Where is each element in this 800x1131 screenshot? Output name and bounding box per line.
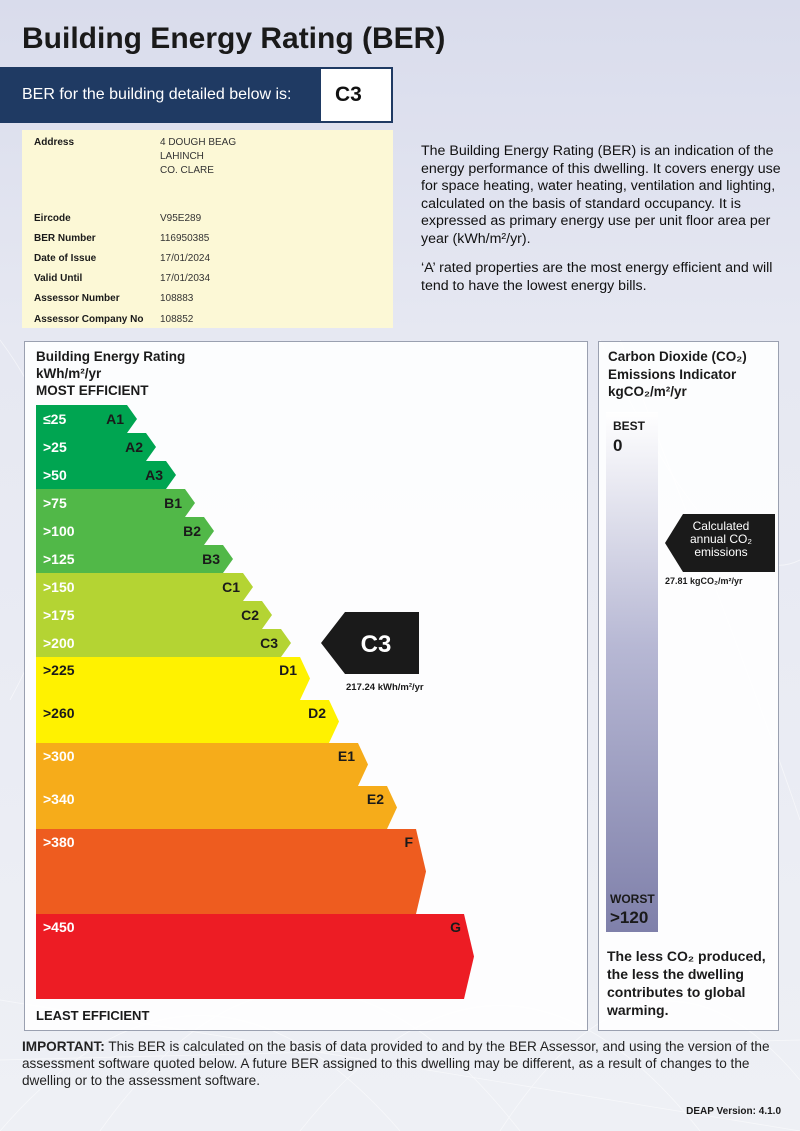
ber-band-grade: E2 <box>366 791 384 807</box>
ber-band-bar <box>36 657 310 700</box>
ber-band-grade: B2 <box>183 523 201 539</box>
least-efficient-label: LEAST EFFICIENT <box>36 1008 150 1023</box>
ber-band-b2 <box>36 517 214 545</box>
detail-label: BER Number <box>34 233 96 244</box>
current-rating-arrow <box>321 612 419 674</box>
detail-value: LAHINCH <box>160 151 204 162</box>
ber-band-bar <box>36 914 474 999</box>
ber-band-bar <box>36 743 368 786</box>
ber-band-a3 <box>36 461 176 489</box>
ber-band-range: >50 <box>43 467 67 483</box>
ber-band-range: >100 <box>43 523 75 539</box>
ber-band-range: >225 <box>43 662 75 678</box>
ber-band-e1 <box>36 743 368 786</box>
detail-label: Eircode <box>34 213 71 224</box>
co2-heading-line: Carbon Dioxide (CO₂) <box>608 349 747 364</box>
detail-label: Address <box>34 137 75 148</box>
ber-band-grade: A2 <box>125 439 143 455</box>
detail-label: Assessor Company No <box>34 314 144 325</box>
ber-band-c2 <box>36 601 272 629</box>
co2-heading-unit: kgCO₂/m²/yr <box>608 384 687 399</box>
ber-band-range: >380 <box>43 834 75 850</box>
ber-band-range: ≤25 <box>43 411 67 427</box>
ber-band-range: >450 <box>43 919 75 935</box>
current-rating-label: C3 <box>360 631 392 658</box>
ber-band-grade: A3 <box>145 467 163 483</box>
ber-band-grade: B3 <box>202 551 220 567</box>
co2-panel <box>598 341 779 1031</box>
ber-current-value: 217.24 kWh/m²/yr <box>346 682 424 693</box>
ber-band-range: >125 <box>43 551 75 567</box>
detail-label: Valid Until <box>34 273 83 284</box>
ber-band-d1 <box>36 657 310 700</box>
ber-band-grade: A1 <box>106 411 124 427</box>
detail-value: CO. CLARE <box>160 165 214 176</box>
ber-banner <box>0 67 393 123</box>
ber-band-f <box>36 829 426 914</box>
most-efficient-label: MOST EFFICIENT <box>36 383 149 398</box>
ber-band-b3 <box>36 545 233 573</box>
detail-value: 108852 <box>160 314 194 325</box>
detail-label: Date of Issue <box>34 253 97 264</box>
page-title: Building Energy Rating (BER) <box>22 22 446 55</box>
ber-band-grade: B1 <box>164 495 182 511</box>
ber-band-grade: D2 <box>308 705 326 721</box>
co2-footnote: The less CO₂ produced, the less the dwelling contributes to global warming. <box>607 948 766 1018</box>
ber-heading-line: Building Energy Rating <box>36 349 186 364</box>
details-box <box>22 130 393 328</box>
ber-band-grade: G <box>450 919 461 935</box>
ber-band-b1 <box>36 489 195 517</box>
ber-band-bar <box>36 700 339 743</box>
co2-heading <box>608 348 747 401</box>
ber-band-c1 <box>36 573 253 601</box>
ber-band-range: >340 <box>43 791 75 807</box>
co2-best-value: 0 <box>613 436 623 455</box>
intro-text <box>421 143 781 307</box>
detail-value: V95E289 <box>160 213 202 224</box>
detail-value: 4 DOUGH BEAG <box>160 137 237 148</box>
detail-value: 17/01/2024 <box>160 253 211 264</box>
ber-band-a1 <box>36 405 137 433</box>
ber-band-grade: F <box>404 834 413 850</box>
ber-band-bar <box>36 786 397 829</box>
ber-band-range: >75 <box>43 495 67 511</box>
ber-band-range: >150 <box>43 579 75 595</box>
detail-value: 108883 <box>160 293 194 304</box>
co2-worst-value: >120 <box>610 908 649 927</box>
ber-band-g <box>36 914 474 999</box>
intro-paragraph: ‘A’ rated properties are the most energy efficient and will tend to have the lowest energy bills. <box>421 260 773 294</box>
ber-bands-chart <box>25 342 589 1032</box>
co2-worst-label: WORST <box>610 892 655 906</box>
detail-label: Assessor Number <box>34 293 120 304</box>
detail-value: 116950385 <box>160 233 210 244</box>
co2-indicator-text: Calculated annual CO₂ emissions <box>689 519 753 559</box>
co2-heading-line: Emissions Indicator <box>608 366 737 382</box>
ber-band-d2 <box>36 700 339 743</box>
ber-band-grade: C3 <box>260 635 278 651</box>
ber-band-range: >300 <box>43 748 75 764</box>
important-label: IMPORTANT: <box>22 1039 105 1054</box>
ber-band-e2 <box>36 786 397 829</box>
ber-heading-unit: kWh/m²/yr <box>36 366 102 381</box>
deap-version: DEAP Version: 4.1.0 <box>686 1106 781 1117</box>
ber-band-range: >260 <box>43 705 75 721</box>
ber-band-c3 <box>36 629 291 657</box>
ber-band-grade: C2 <box>241 607 259 623</box>
co2-scale-bar <box>606 412 658 932</box>
ber-band-range: >25 <box>43 439 67 455</box>
banner-rating: C3 <box>321 69 391 121</box>
co2-best-label: BEST <box>613 419 646 433</box>
banner-text: BER for the building detailed below is: <box>22 86 292 103</box>
ber-band-grade: D1 <box>279 662 297 678</box>
ber-band-a2 <box>36 433 156 461</box>
ber-band-bar <box>36 829 426 914</box>
ber-band-range: >175 <box>43 607 75 623</box>
ber-band-range: >200 <box>43 635 75 651</box>
important-notice <box>22 1038 782 1089</box>
co2-value: 27.81 kgCO₂/m²/yr <box>665 576 743 586</box>
intro-paragraph: The Building Energy Rating (BER) is an indication of the energy performance of this dwelling. It covers energy use for space heating, water heating, ventilation and lighting, calculated on the basis of standard occupancy. It is expressed as primary energy use per unit floor area per year (kWh/m²/yr). <box>421 143 781 247</box>
important-text: This BER is calculated on the basis of data provided to and by the BER Assessor, and using the version of the assessment software quoted below. A future BER assigned to this dwelling may be different, as a result of changes to the dwelling or to the assessment software. <box>22 1039 770 1088</box>
ber-band-grade: C1 <box>222 579 240 595</box>
ber-scale-panel <box>24 341 588 1031</box>
detail-value: 17/01/2034 <box>160 273 211 284</box>
ber-band-grade: E1 <box>337 748 355 764</box>
